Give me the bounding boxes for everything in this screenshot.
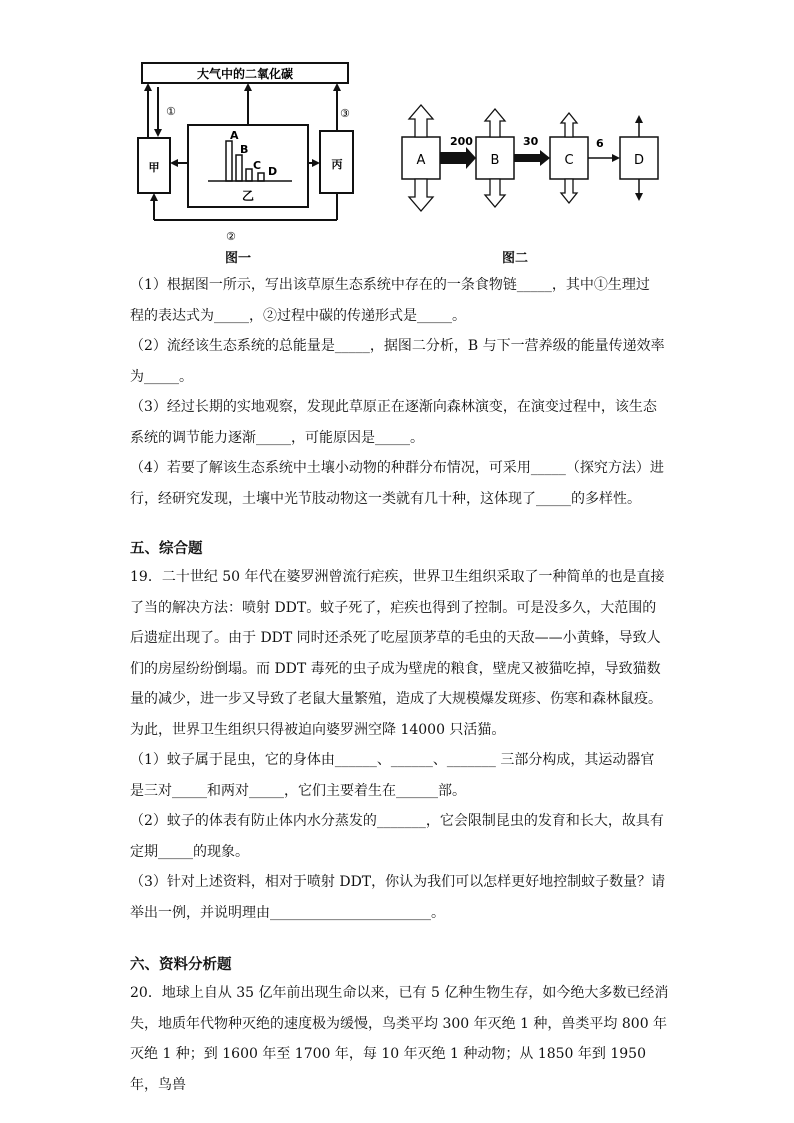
box-yi-label: 乙 bbox=[241, 189, 255, 203]
flow-c-d: 6 bbox=[596, 137, 604, 150]
box-jia-label: 甲 bbox=[148, 161, 160, 174]
q19-line-8: 是三对_____和两对_____，它们主要着生在______部。 bbox=[130, 782, 466, 799]
q19-line-12: 举出一例，并说明理由_______________________。 bbox=[130, 904, 445, 921]
section-6 bbox=[130, 952, 670, 1100]
svg-text:A: A bbox=[416, 153, 426, 168]
node-d bbox=[620, 137, 658, 179]
q20-line-2: 失，地质年代物种灭绝的速度极为缓慢，鸟类平均 300 年灭绝 1 种，兽类平均 800 年 bbox=[130, 1015, 668, 1032]
svg-text:D: D bbox=[633, 153, 645, 168]
q18-sub4-line2: 行，经研究发现，土壤中光节肢动物这一类就有几十种，这体现了_____的多样性。 bbox=[130, 490, 641, 507]
q20-line-1: 20．地球上自从 35 亿年前出现生命以来，已有 5 亿种生物生存，如今绝大多数已经消 bbox=[130, 985, 669, 1001]
arrow-2-label: ② bbox=[226, 230, 236, 243]
q18-sub2-line2: 为_____。 bbox=[130, 368, 193, 385]
q19-line-7: （1）蚊子属于昆虫，它的身体由______、______、_______ 三部分构成，其运动器官 bbox=[130, 752, 655, 768]
section-5 bbox=[130, 536, 670, 928]
q20-line-3: 灭绝 1 种；到 1600 年至 1700 年，每 10 年灭绝 1 种动物；从 1850 年到 1950 年，鸟兽 bbox=[130, 1046, 646, 1093]
svg-text:B: B bbox=[490, 153, 500, 168]
section-6-heading: 六、资料分析题 bbox=[130, 957, 232, 973]
figure-2-energy-flow bbox=[392, 55, 670, 270]
q18-sub2-line1: （2）流经该生态系统的总能量是_____，据图二分析，B 与下一营养级的能量传递效率 bbox=[130, 338, 665, 354]
q19-line-5: 量的减少，进一步又导致了老鼠大量繁殖，造成了大规模爆发斑疹、伤寒和森林鼠疫。 bbox=[130, 691, 662, 707]
bar-label-c: C bbox=[253, 159, 262, 172]
svg-text:C: C bbox=[564, 153, 574, 168]
q18-sub3-line2: 系统的调节能力逐渐_____，可能原因是_____。 bbox=[130, 429, 424, 446]
q19-line-11: （3）针对上述资料，相对于喷射 DDT，你认为我们可以怎样更好地控制蚊子数量？请 bbox=[130, 874, 666, 890]
bar-label-a: A bbox=[230, 129, 239, 142]
figure-1-caption: 图一 bbox=[225, 251, 252, 266]
section-5-heading: 五、综合题 bbox=[130, 541, 203, 557]
node-c bbox=[550, 137, 588, 179]
bar-label-d: D bbox=[268, 165, 278, 178]
figure-1-carbon-cycle bbox=[130, 55, 370, 270]
q18-sub4-line1: （4）若要了解该生态系统中土壤小动物的种群分布情况，可采用_____（探究方法）进 bbox=[130, 460, 664, 476]
arrow-3-label: ③ bbox=[340, 107, 350, 120]
figure-2-caption: 图二 bbox=[502, 251, 529, 266]
question-18-subparts bbox=[130, 270, 670, 514]
q19-line-3: 后遗症出现了。由于 DDT 同时还杀死了吃屋顶茅草的毛虫的天敌——小黄蜂，导致人 bbox=[130, 630, 661, 646]
flow-a-b: 200 bbox=[450, 135, 473, 148]
q18-sub3-line1: （3）经过长期的实地观察，发现此草原正在逐渐向森林演变，在演变过程中，该生态 bbox=[130, 399, 657, 415]
box-bing-label: 丙 bbox=[331, 158, 343, 171]
arrow-1-label: ① bbox=[166, 105, 176, 118]
node-a bbox=[402, 137, 440, 179]
figure-area bbox=[130, 55, 670, 270]
q19-line-4: 们的房屋纷纷倒塌。而 DDT 毒死的虫子成为壁虎的粮食，壁虎又被猫吃掉，导致猫数 bbox=[130, 660, 661, 677]
q19-line-1: 19．二十世纪 50 年代在婆罗洲曾流行疟疾，世界卫生组织采取了一种简单的也是直接 bbox=[130, 569, 665, 585]
q19-line-6: 为此，世界卫生组织只得被迫向婆罗洲空降 14000 只活猫。 bbox=[130, 721, 506, 738]
top-box-label: 大气中的二氧化碳 bbox=[196, 67, 294, 81]
flow-b-c: 30 bbox=[523, 135, 539, 148]
q19-line-10: 定期_____的现象。 bbox=[130, 843, 249, 860]
q19-line-2: 了当的解决方法：喷射 DDT。蚊子死了，疟疾也得到了控制。可是没多久，大范围的 bbox=[130, 599, 657, 616]
bar-label-b: B bbox=[240, 143, 249, 156]
q18-sub1-line2: 程的表达式为_____，②过程中碳的传递形式是_____。 bbox=[130, 307, 466, 324]
q19-line-9: （2）蚊子的体表有防止体内水分蒸发的_______，它会限制昆虫的发育和长大，故具有 bbox=[130, 813, 664, 829]
node-b bbox=[476, 137, 514, 179]
q18-sub1-line1: （1）根据图一所示，写出该草原生态系统中存在的一条食物链_____，其中①生理过 bbox=[130, 277, 650, 293]
